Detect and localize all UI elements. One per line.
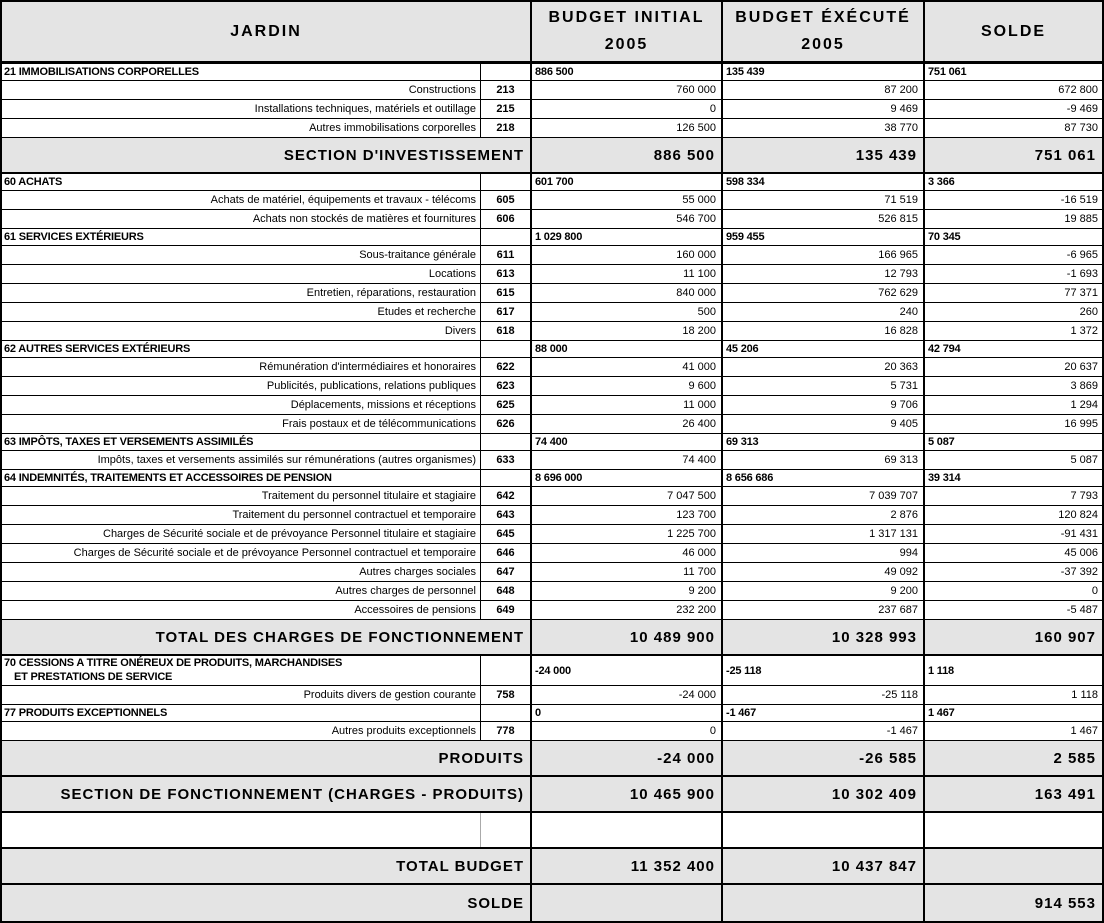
detail-label: Achats de matériel, équipements et travaux - télécoms [210,194,476,206]
cell-budget-initial: 11 700 [530,563,721,581]
cell-budget-initial: 546 700 [530,210,721,228]
detail-label: Autres charges de personnel [335,585,476,597]
cell-budget-execute: 10 437 847 [721,849,923,883]
row-623 [2,377,1102,396]
cell-budget-execute: 10 328 993 [721,620,923,654]
cell-solde: 5 087 [923,451,1102,469]
total-label: SECTION D'INVESTISSEMENT [283,146,524,164]
cell-budget-initial: 11 100 [530,265,721,283]
cell-budget-execute: 8 656 686 [721,470,923,486]
cell-budget-initial: 41 000 [530,358,721,376]
cell-solde: 70 345 [923,229,1102,245]
cell-budget-execute: 12 793 [721,265,923,283]
cell-solde: 1 118 [923,686,1102,704]
cell-solde: -6 965 [923,246,1102,264]
detail-label: Achats non stockés de matières et fournitures [252,213,476,225]
detail-label: Charges de Sécurité sociale et de prévoyance Personnel contractuel et temporaire [73,547,476,559]
cell-solde: 260 [923,303,1102,321]
cell-solde: -37 392 [923,563,1102,581]
detail-label: Frais postaux et de télécommunications [282,418,476,430]
cell-budget-initial: 0 [530,705,721,721]
detail-label: Traitement du personnel titulaire et stagiaire [261,490,476,502]
row-total-budget [2,849,1102,885]
cell-empty [923,813,1102,847]
cell-budget-initial: 74 400 [530,451,721,469]
cell-solde: 0 [923,582,1102,600]
cell-solde: 1 118 [923,656,1102,685]
total-label: TOTAL BUDGET [396,857,524,875]
cell-solde: 7 793 [923,487,1102,505]
row-spacer [2,813,1102,849]
row-total-produits [2,741,1102,777]
cell-budget-execute: 69 313 [721,434,923,450]
cell-budget-execute: -25 118 [721,656,923,685]
cell-code: 605 [480,191,530,209]
detail-label: Etudes et recherche [377,306,476,318]
cell-solde: 42 794 [923,341,1102,357]
row-215 [2,100,1102,119]
detail-label: Traitement du personnel contractuel et temporaire [232,509,476,521]
cell-code: 611 [480,246,530,264]
cell-budget-execute: 135 439 [721,64,923,80]
header-budget-initial-year: 2005 [604,35,649,53]
cell-code: 643 [480,506,530,524]
cell-budget-initial: 886 500 [530,64,721,80]
cell-budget-execute: -1 467 [721,705,923,721]
detail-label: Constructions [408,84,476,96]
cell-solde: 39 314 [923,470,1102,486]
detail-label: Produits divers de gestion courante [303,689,476,701]
cell-solde: 672 800 [923,81,1102,99]
cell-budget-execute: 20 363 [721,358,923,376]
header-budget-execute-year: 2005 [801,35,845,53]
cell-budget-initial [530,885,721,921]
cell-code: 649 [480,601,530,619]
cell-code: 646 [480,544,530,562]
cell-budget-execute: 240 [721,303,923,321]
detail-label: Accessoires de pensions [354,604,476,616]
cell-budget-execute: -26 585 [721,741,923,775]
detail-label: Autres produits exceptionnels [331,725,476,737]
cell-budget-execute: 166 965 [721,246,923,264]
cell-budget-initial: 760 000 [530,81,721,99]
cell-budget-initial: 74 400 [530,434,721,450]
group-label: 77 PRODUITS EXCEPTIONNELS [4,707,168,719]
cell-budget-execute: 9 469 [721,100,923,118]
cell-code: 622 [480,358,530,376]
cell-budget-initial: 886 500 [530,138,721,172]
detail-label: Autres charges sociales [359,566,476,578]
row-633 [2,451,1102,470]
cell-code: 218 [480,119,530,137]
cell-budget-execute: 71 519 [721,191,923,209]
cell-solde [923,849,1102,883]
cell-budget-initial: 7 047 500 [530,487,721,505]
cell-code [480,64,530,80]
cell-code: 648 [480,582,530,600]
group-label: 62 AUTRES SERVICES EXTÉRIEURS [4,343,191,355]
row-section-fonctionnement [2,777,1102,813]
cell-solde: 751 061 [923,138,1102,172]
cell-code: 647 [480,563,530,581]
cell-budget-initial: 1 029 800 [530,229,721,245]
cell-solde: 5 087 [923,434,1102,450]
cell-budget-execute: 2 876 [721,506,923,524]
cell-budget-initial: 160 000 [530,246,721,264]
cell-budget-initial: 11 000 [530,396,721,414]
cell-solde: -1 693 [923,265,1102,283]
row-778 [2,722,1102,741]
cell-budget-execute: -1 467 [721,722,923,740]
cell-budget-initial: 601 700 [530,174,721,190]
table-header-row [2,2,1102,64]
cell-code [480,341,530,357]
cell-budget-execute: 237 687 [721,601,923,619]
cell-code: 617 [480,303,530,321]
cell-budget-initial: 46 000 [530,544,721,562]
cell-solde: -9 469 [923,100,1102,118]
cell-code: 613 [480,265,530,283]
cell-solde: 77 371 [923,284,1102,302]
total-label: SECTION DE FONCTIONNEMENT (CHARGES - PRODUITS) [60,785,524,803]
cell-code [480,470,530,486]
cell-solde: 19 885 [923,210,1102,228]
row-group-70 [2,656,1102,686]
cell-budget-initial: -24 000 [530,686,721,704]
detail-label: Impôts, taxes et versements assimilés sur rémunérations (autres organismes) [97,454,476,466]
row-642 [2,487,1102,506]
cell-budget-execute: 87 200 [721,81,923,99]
header-budget-execute [721,2,923,61]
cell-solde: 120 824 [923,506,1102,524]
cell-budget-execute: 69 313 [721,451,923,469]
cell-code: 618 [480,322,530,340]
cell-solde: 914 553 [923,885,1102,921]
cell-budget-execute: 1 317 131 [721,525,923,543]
cell-code [480,229,530,245]
detail-label: Autres immobilisations corporelles [309,122,476,134]
cell-code: 606 [480,210,530,228]
row-617 [2,303,1102,322]
cell-code: 642 [480,487,530,505]
row-645 [2,525,1102,544]
cell-code [480,174,530,190]
row-group-60 [2,174,1102,191]
group-label: 21 IMMOBILISATIONS CORPORELLES [4,66,199,78]
row-total-investissement [2,138,1102,174]
cell-code: 213 [480,81,530,99]
row-647 [2,563,1102,582]
row-648 [2,582,1102,601]
detail-label: Charges de Sécurité sociale et de prévoyance Personnel titulaire et stagiaire [103,528,476,540]
cell-budget-initial: 0 [530,100,721,118]
row-646 [2,544,1102,563]
cell-empty [480,813,530,847]
detail-label: Locations [428,268,476,280]
row-606 [2,210,1102,229]
row-613 [2,265,1102,284]
row-group-61 [2,229,1102,246]
row-605 [2,191,1102,210]
cell-budget-execute: 49 092 [721,563,923,581]
cell-budget-initial: 232 200 [530,601,721,619]
cell-budget-execute: -25 118 [721,686,923,704]
cell-solde: 16 995 [923,415,1102,433]
detail-label: Installations techniques, matériels et outillage [254,103,476,115]
detail-label: Entretien, réparations, restauration [306,287,476,299]
row-group-21 [2,64,1102,81]
row-615 [2,284,1102,303]
cell-empty [721,813,923,847]
row-group-64 [2,470,1102,487]
row-solde-final [2,885,1102,921]
cell-solde: 751 061 [923,64,1102,80]
header-budget-initial [530,2,721,61]
cell-code: 215 [480,100,530,118]
row-643 [2,506,1102,525]
cell-budget-execute [721,885,923,921]
cell-solde: 3 869 [923,377,1102,395]
total-label: TOTAL DES CHARGES DE FONCTIONNEMENT [155,628,524,646]
cell-budget-execute: 959 455 [721,229,923,245]
row-611 [2,246,1102,265]
cell-budget-initial: -24 000 [530,741,721,775]
cell-solde: -91 431 [923,525,1102,543]
row-758 [2,686,1102,705]
cell-budget-initial: 123 700 [530,506,721,524]
cell-solde: 160 907 [923,620,1102,654]
cell-budget-execute: 16 828 [721,322,923,340]
cell-budget-execute: 9 706 [721,396,923,414]
cell-budget-execute: 5 731 [721,377,923,395]
cell-empty [530,813,721,847]
cell-code: 623 [480,377,530,395]
cell-code: 626 [480,415,530,433]
cell-solde: -16 519 [923,191,1102,209]
detail-label: Sous-traitance générale [359,249,476,261]
cell-budget-initial: 500 [530,303,721,321]
detail-label: Déplacements, missions et réceptions [290,399,476,411]
cell-budget-execute: 526 815 [721,210,923,228]
row-626 [2,415,1102,434]
group-label: 63 IMPÔTS, TAXES ET VERSEMENTS ASSIMILÉS [4,436,254,448]
cell-solde: 3 366 [923,174,1102,190]
cell-budget-initial: 10 489 900 [530,620,721,654]
cell-budget-execute: 762 629 [721,284,923,302]
row-649 [2,601,1102,620]
cell-code: 645 [480,525,530,543]
header-budget-execute-line1: BUDGET ÉXÉCUTÉ [735,9,911,27]
cell-budget-execute: 45 206 [721,341,923,357]
row-group-63 [2,434,1102,451]
group-label: 64 INDEMNITÉS, TRAITEMENTS ET ACCESSOIRES DE PENSION [4,472,332,484]
cell-budget-execute: 10 302 409 [721,777,923,811]
cell-code [480,434,530,450]
group-label: 60 ACHATS [4,176,63,188]
cell-budget-initial: 0 [530,722,721,740]
cell-budget-execute: 598 334 [721,174,923,190]
cell-solde: 1 467 [923,722,1102,740]
cell-solde: 2 585 [923,741,1102,775]
cell-code [480,656,530,685]
cell-solde: 163 491 [923,777,1102,811]
cell-code [480,705,530,721]
row-625 [2,396,1102,415]
cell-budget-initial: 8 696 000 [530,470,721,486]
row-group-77 [2,705,1102,722]
cell-budget-initial: 18 200 [530,322,721,340]
cell-budget-execute: 9 200 [721,582,923,600]
cell-empty [2,813,480,847]
header-jardin: JARDIN [230,22,302,40]
cell-budget-initial: 126 500 [530,119,721,137]
cell-solde: 1 467 [923,705,1102,721]
row-total-charges [2,620,1102,656]
group-label: 61 SERVICES EXTÉRIEURS [4,231,144,243]
row-group-62 [2,341,1102,358]
cell-solde: 87 730 [923,119,1102,137]
cell-code: 633 [480,451,530,469]
cell-budget-execute: 135 439 [721,138,923,172]
cell-code: 778 [480,722,530,740]
row-213 [2,81,1102,100]
cell-budget-execute: 9 405 [721,415,923,433]
cell-code: 758 [480,686,530,704]
cell-budget-execute: 38 770 [721,119,923,137]
row-218 [2,119,1102,138]
cell-budget-initial: 10 465 900 [530,777,721,811]
row-622 [2,358,1102,377]
group-label [2,656,480,685]
detail-label: Divers [444,325,476,337]
cell-code: 615 [480,284,530,302]
cell-budget-initial: 55 000 [530,191,721,209]
cell-budget-initial: 26 400 [530,415,721,433]
header-budget-initial-line1: BUDGET INITIAL [548,9,705,27]
cell-budget-initial: 9 200 [530,582,721,600]
cell-budget-initial: 88 000 [530,341,721,357]
detail-label: Publicités, publications, relations publiques [266,380,476,392]
cell-solde: -5 487 [923,601,1102,619]
cell-solde: 20 637 [923,358,1102,376]
cell-solde: 45 006 [923,544,1102,562]
cell-budget-execute: 7 039 707 [721,487,923,505]
total-label: PRODUITS [438,749,524,767]
header-solde: SOLDE [923,2,1102,61]
group-label-line2: ET PRESTATIONS DE SERVICE [14,670,173,683]
cell-budget-initial: 840 000 [530,284,721,302]
total-label: SOLDE [467,894,524,912]
cell-solde: 1 372 [923,322,1102,340]
cell-budget-initial: -24 000 [530,656,721,685]
group-label-line1: 70 CESSIONS A TITRE ONÉREUX DE PRODUITS, MARCHANDISES [4,656,343,669]
cell-code: 625 [480,396,530,414]
detail-label: Rémunération d'intermédiaires et honoraires [259,361,476,373]
cell-budget-initial: 1 225 700 [530,525,721,543]
cell-budget-initial: 9 600 [530,377,721,395]
cell-budget-execute: 994 [721,544,923,562]
cell-budget-initial: 11 352 400 [530,849,721,883]
row-618 [2,322,1102,341]
cell-solde: 1 294 [923,396,1102,414]
